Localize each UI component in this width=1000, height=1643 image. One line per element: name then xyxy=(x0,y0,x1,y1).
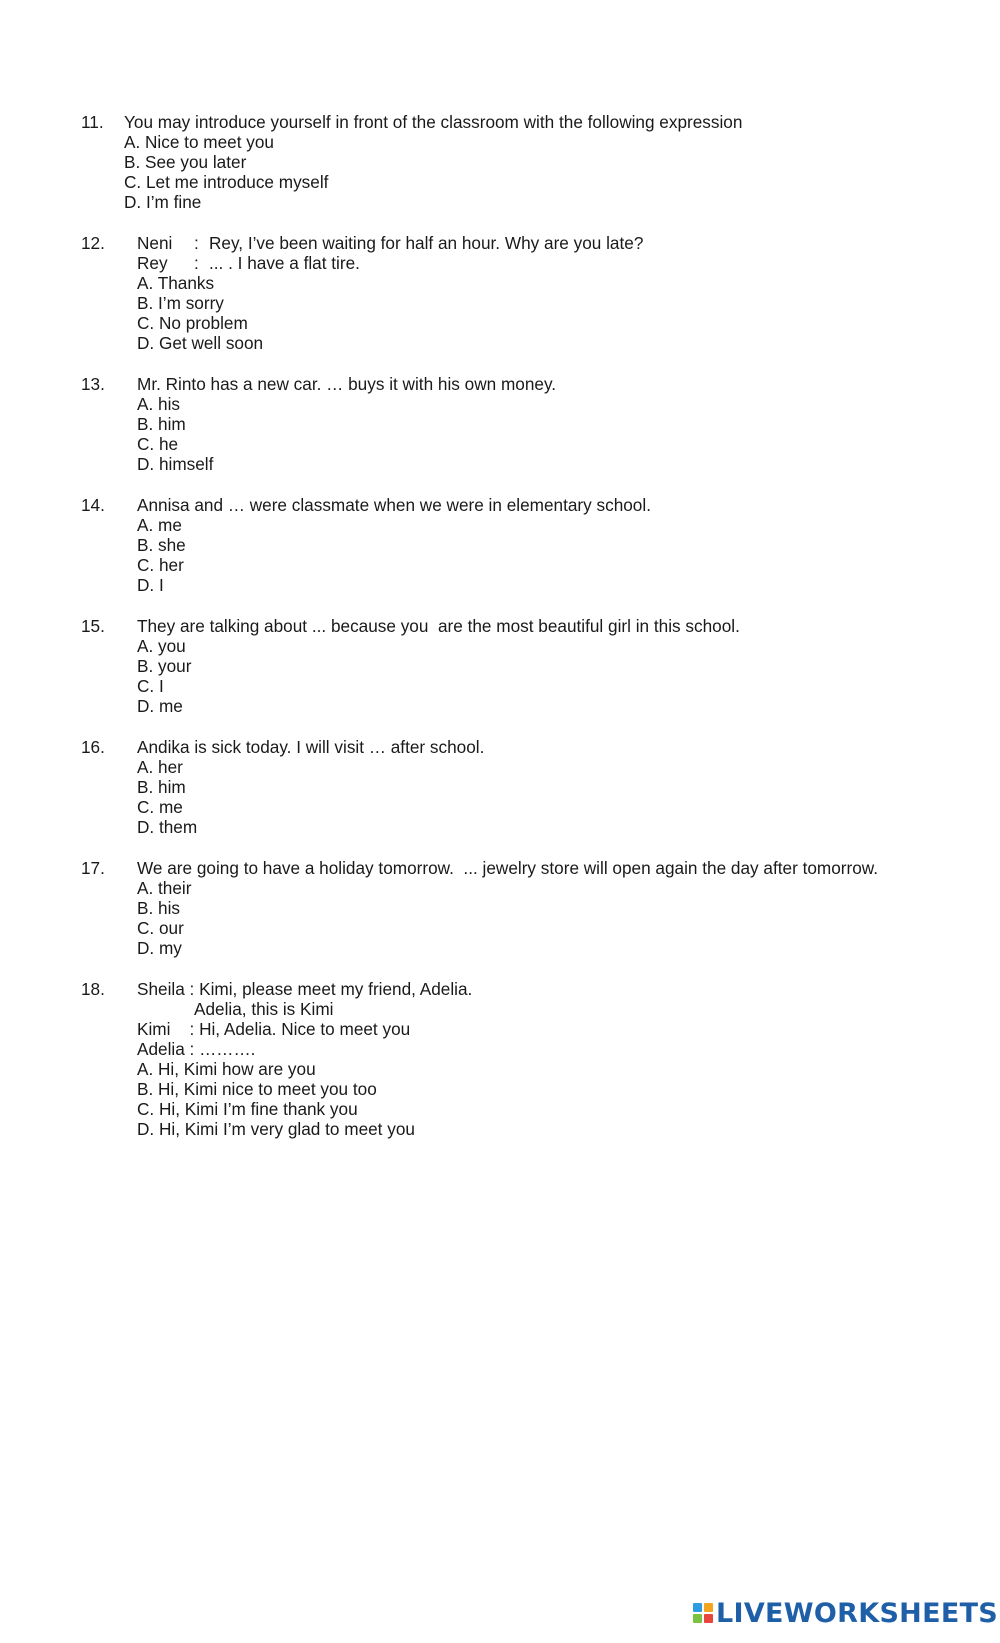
dialog-line: Adelia, this is Kimi xyxy=(194,999,334,1019)
option-c[interactable]: C. me xyxy=(137,797,183,817)
option-d[interactable]: D. himself xyxy=(137,454,214,474)
question-number: 12. xyxy=(81,233,105,253)
question-number: 13. xyxy=(81,374,105,394)
option-d[interactable]: D. me xyxy=(137,696,183,716)
dialog-line: Rey, I’ve been waiting for half an hour. Why are you late? xyxy=(209,233,644,253)
option-c[interactable]: C. I xyxy=(137,676,164,696)
option-c[interactable]: C. our xyxy=(137,918,184,938)
dialog-separator: : xyxy=(194,233,199,253)
option-d[interactable]: D. Hi, Kimi I’m very glad to meet you xyxy=(137,1119,415,1139)
option-b[interactable]: B. See you later xyxy=(124,152,247,172)
option-a[interactable]: A. her xyxy=(137,757,183,777)
question-number: 11. xyxy=(81,112,104,132)
option-d[interactable]: D. I xyxy=(137,575,164,595)
option-c[interactable]: C. Let me introduce myself xyxy=(124,172,329,192)
logo-block-icon xyxy=(693,1603,702,1612)
option-c[interactable]: C. Hi, Kimi I’m fine thank you xyxy=(137,1099,358,1119)
question-stem: You may introduce yourself in front of the classroom with the following expression xyxy=(124,112,743,132)
option-a[interactable]: A. Hi, Kimi how are you xyxy=(137,1059,316,1079)
logo-block-icon xyxy=(704,1603,713,1612)
question-number: 16. xyxy=(81,737,105,757)
dialog-line: ... . I have a flat tire. xyxy=(209,253,360,273)
dialog-line: Sheila : Kimi, please meet my friend, Adelia. xyxy=(137,979,473,999)
option-d[interactable]: D. them xyxy=(137,817,198,837)
option-c[interactable]: C. No problem xyxy=(137,313,248,333)
option-b[interactable]: B. I’m sorry xyxy=(137,293,224,313)
option-d[interactable]: D. my xyxy=(137,938,182,958)
option-a[interactable]: A. you xyxy=(137,636,186,656)
option-d[interactable]: D. I’m fine xyxy=(124,192,202,212)
question-stem: Annisa and … were classmate when we were in elementary school. xyxy=(137,495,651,515)
option-b[interactable]: B. him xyxy=(137,414,186,434)
dialog-line: Kimi : Hi, Adelia. Nice to meet you xyxy=(137,1019,411,1039)
question-number: 14. xyxy=(81,495,105,515)
option-a[interactable]: A. his xyxy=(137,394,180,414)
option-b[interactable]: B. him xyxy=(137,777,186,797)
dialog-line: Adelia : ………. xyxy=(137,1039,256,1059)
option-a[interactable]: A. me xyxy=(137,515,182,535)
question-number: 15. xyxy=(81,616,105,636)
logo-blocks-icon xyxy=(693,1603,713,1623)
liveworksheets-logo[interactable] xyxy=(693,1596,998,1630)
option-c[interactable]: C. he xyxy=(137,434,179,454)
option-b[interactable]: B. his xyxy=(137,898,180,918)
dialog-speaker: Neni xyxy=(137,233,173,253)
option-b[interactable]: B. Hi, Kimi nice to meet you too xyxy=(137,1079,377,1099)
option-a[interactable]: A. Nice to meet you xyxy=(124,132,274,152)
question-number: 18. xyxy=(81,979,105,999)
dialog-speaker: Rey xyxy=(137,253,168,273)
dialog-separator: : xyxy=(194,253,199,273)
option-d[interactable]: D. Get well soon xyxy=(137,333,264,353)
question-stem: We are going to have a holiday tomorrow. ... jewelry store will open again the day after tomorrow. xyxy=(137,858,879,878)
option-b[interactable]: B. your xyxy=(137,656,192,676)
logo-block-icon xyxy=(693,1614,702,1623)
option-a[interactable]: A. Thanks xyxy=(137,273,215,293)
question-stem: Mr. Rinto has a new car. … buys it with his own money. xyxy=(137,374,557,394)
logo-block-icon xyxy=(704,1614,713,1623)
question-stem: Andika is sick today. I will visit … after school. xyxy=(137,737,485,757)
option-a[interactable]: A. their xyxy=(137,878,192,898)
question-stem: They are talking about ... because you are the most beautiful girl in this school. xyxy=(137,616,740,636)
logo-text: LIVEWORKSHEETS xyxy=(716,1597,999,1629)
question-number: 17. xyxy=(81,858,105,878)
option-c[interactable]: C. her xyxy=(137,555,184,575)
option-b[interactable]: B. she xyxy=(137,535,186,555)
